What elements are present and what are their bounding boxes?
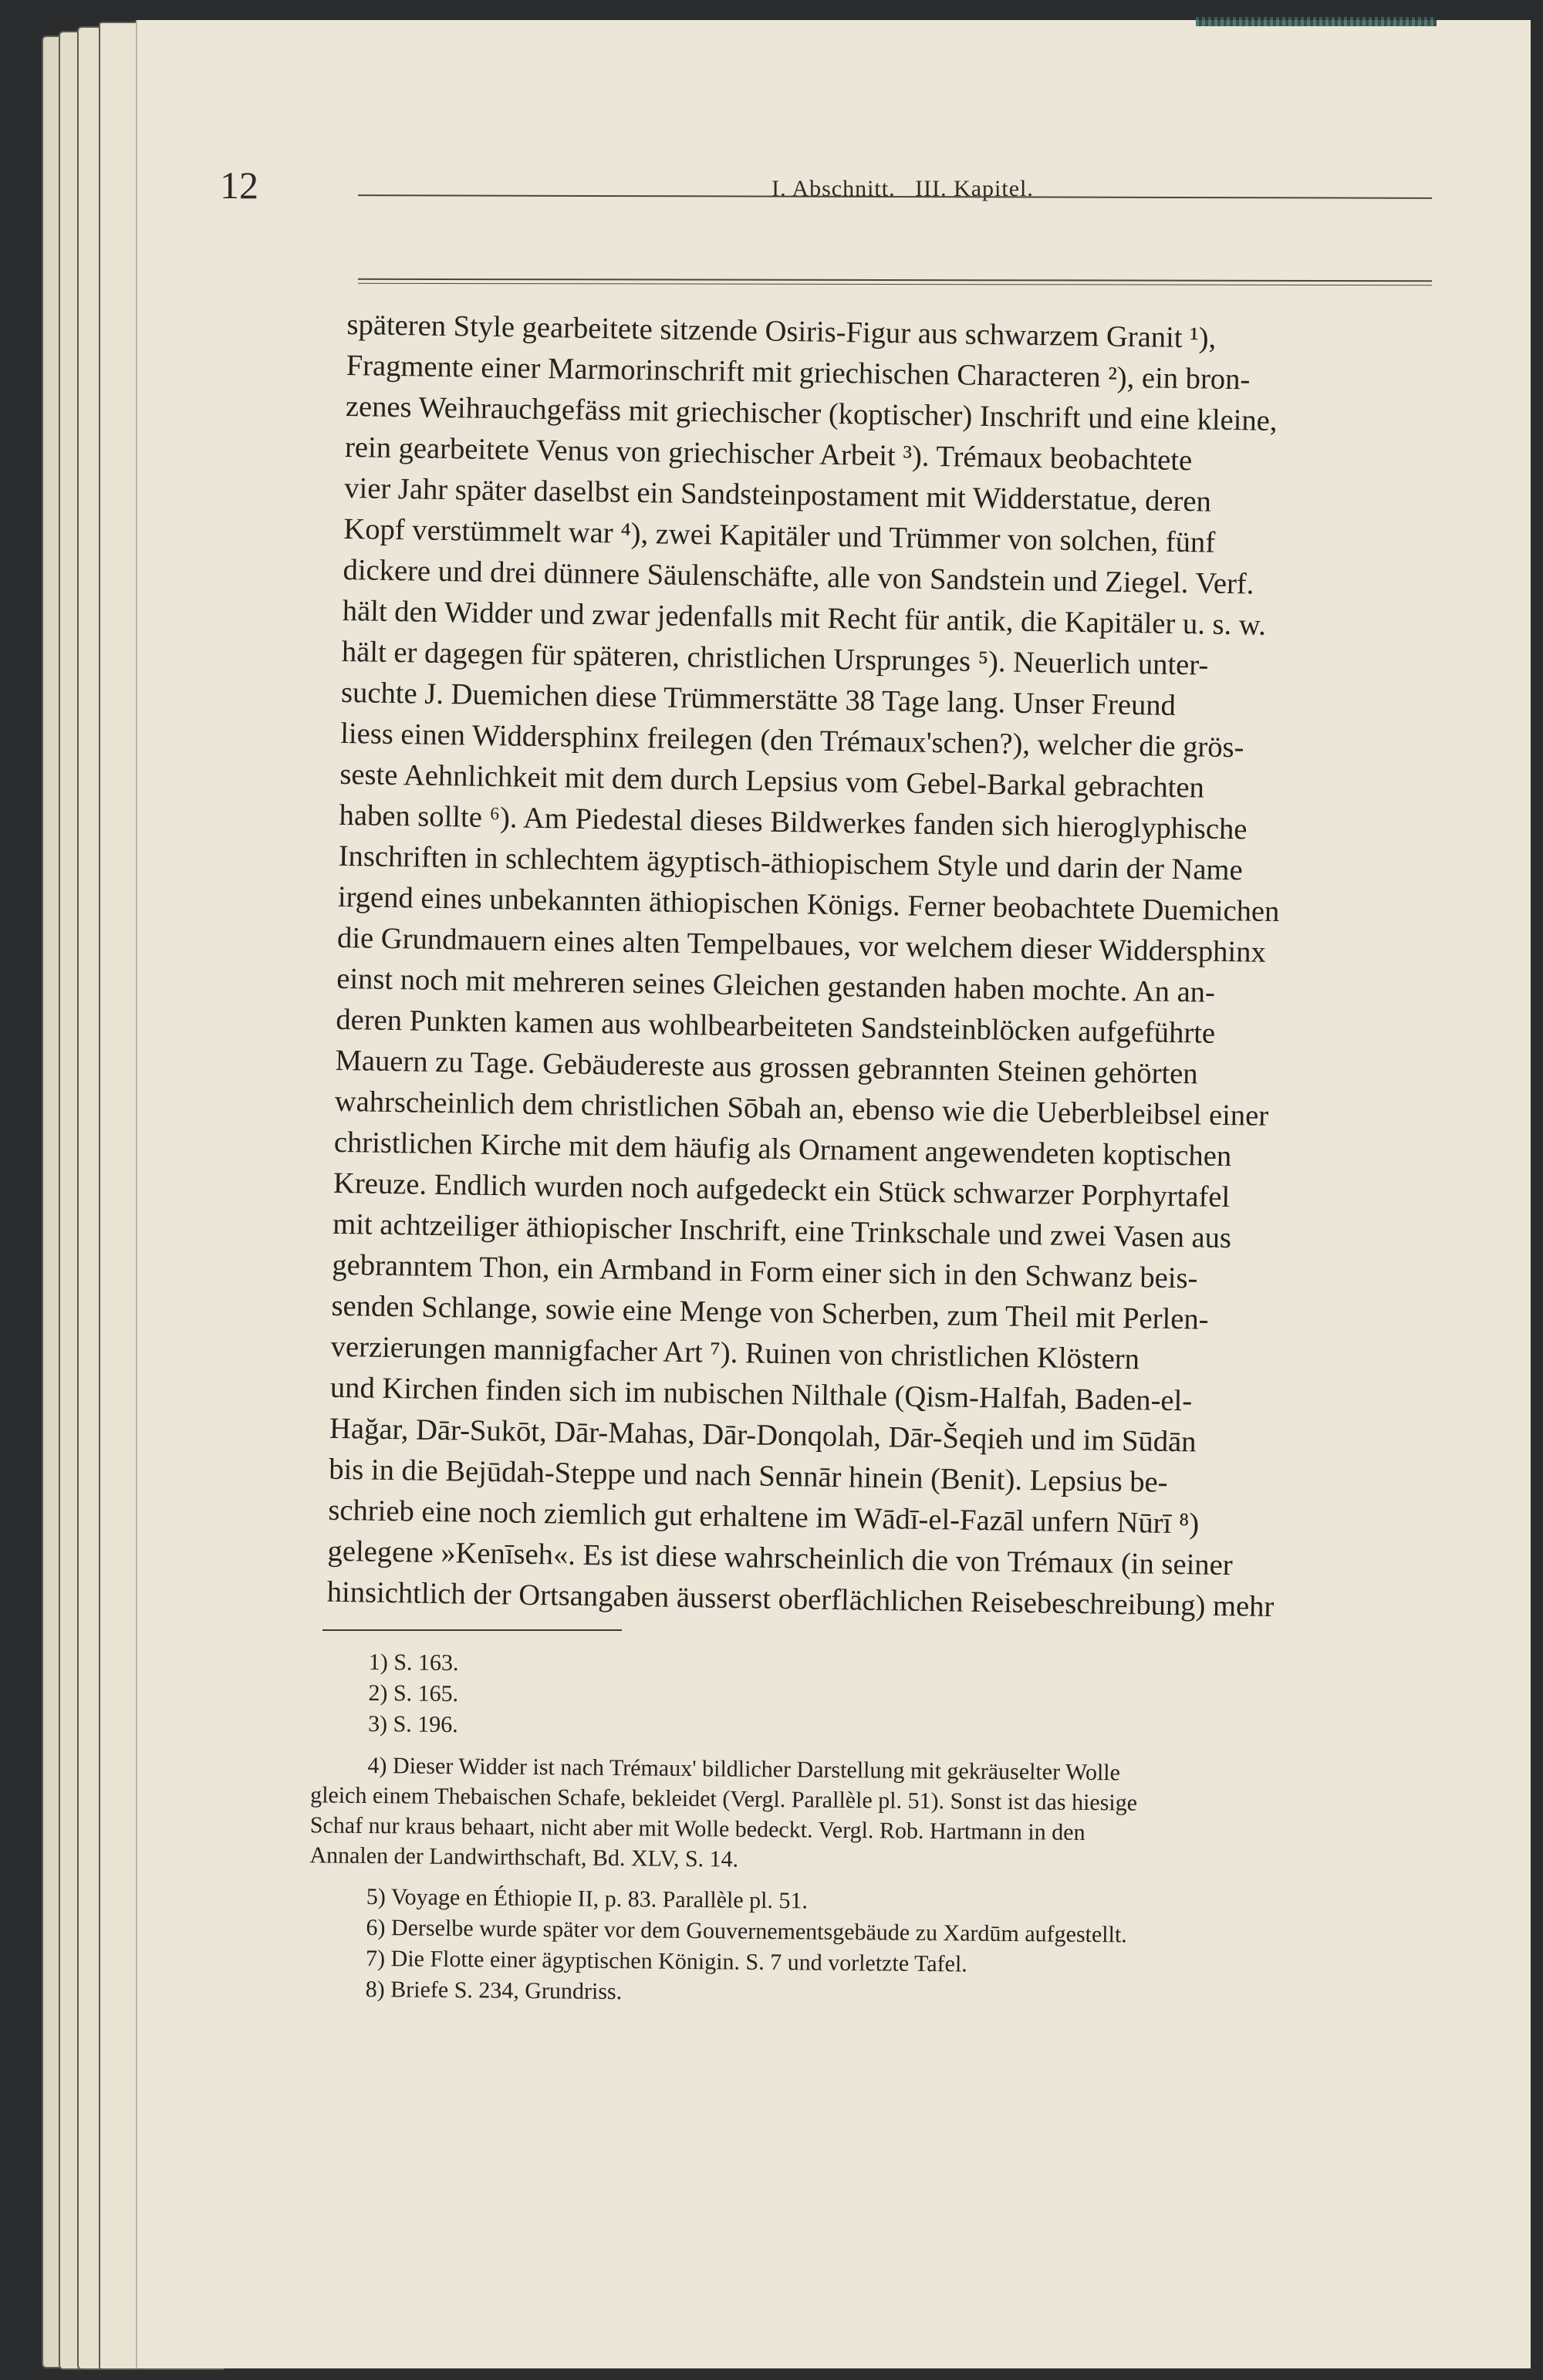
text-line: schrieb eine noch ziemlich gut erhaltene im Wādī-el-Fazāl unfern Nūrī ⁸) xyxy=(328,1494,1200,1541)
text-line: späteren Style gearbeitete sitzende Osiris-Figur aus schwarzem Granit ¹), xyxy=(346,308,1217,355)
text-line: und Kirchen finden sich im nubischen Nilthale (Qism-Halfah, Baden-el- xyxy=(329,1371,1193,1418)
text-line: Fragmente einer Marmorinschrift mit griechischen Characteren ²), ein bron- xyxy=(346,349,1251,397)
text-line: wahrscheinlich dem christlichen Sōbah an, ebenso wie die Ueberbleibsel einer xyxy=(334,1085,1269,1133)
footnote-1: 1) S. 163. xyxy=(368,1649,459,1676)
text-line: hinsichtlich der Ortsangaben äusserst oberflächlichen Reisebeschreibung) mehr xyxy=(326,1575,1275,1624)
text-line: vier Jahr später daselbst ein Sandsteinpostament mit Widderstatue, deren xyxy=(343,471,1212,518)
footnote-2: 2) S. 165. xyxy=(368,1680,459,1707)
text-line: die Grundmauern eines alten Tempelbaues, vor welchem dieser Widdersphinx xyxy=(336,921,1267,969)
footnote-4-line: gleich einem Thebaischen Schafe, bekleidet (Vergl. Parallèle pl. 51). Sonst ist das hiesige xyxy=(309,1782,1138,1816)
footnote-7: 7) Die Flotte einer ägyptischen Königin. S. 7 und vorletzte Tafel. xyxy=(365,1945,967,1977)
page-number: 12 xyxy=(220,164,258,207)
text-line: irgend eines unbekannten äthiopischen Königs. Ferner beobachtete Duemichen xyxy=(337,880,1280,929)
footnote-3: 3) S. 196. xyxy=(367,1710,458,1738)
footnote-6: 6) Derselbe wurde später vor dem Gouvernementsgebäude zu Xardūm aufgestellt. xyxy=(366,1914,1127,1948)
footnote-4-line: 4) Dieser Widder ist nach Trémaux' bildlicher Darstellung mit gekräuselter Wolle xyxy=(367,1752,1121,1786)
text-line: seste Aehnlichkeit mit dem durch Lepsius vom Gebel-Barkal gebrachten xyxy=(339,758,1205,805)
text-line: hält er dagegen für späteren, christlichen Ursprunges ⁵). Neuerlich unter- xyxy=(341,635,1209,682)
footnotes xyxy=(309,1647,1433,2015)
text-line: Mauern zu Tage. Gebäudereste aus grossen gebrannten Steinen gehörten xyxy=(335,1044,1198,1091)
text-line: Kopf verstümmelt war ⁴), zwei Kapitäler und Trümmer von solchen, fünf xyxy=(343,512,1216,559)
text-line: rein gearbeitete Venus von griechischer Arbeit ³). Trémaux beobachtete xyxy=(344,430,1193,478)
text-line: mit achtzeiliger äthiopischer Inschrift, eine Trinkschale und zwei Vasen aus xyxy=(332,1207,1232,1255)
text-line: dickere und drei dünnere Säulenschäfte, alle von Sandstein und Ziegel. Verf. xyxy=(343,553,1254,601)
text-line: gelegene »Kenīseh«. Es ist diese wahrscheinlich die von Trémaux (in seiner xyxy=(327,1534,1233,1582)
text-line: einst noch mit mehreren seines Gleichen gestanden haben mochte. An an- xyxy=(336,962,1216,1009)
text-line: suchte J. Duemichen diese Trümmerstätte 38 Tage lang. Unser Freund xyxy=(340,676,1177,722)
footnote-4-line: Annalen der Landwirthschaft, Bd. XLV, S. 14. xyxy=(309,1842,739,1872)
text-line: zenes Weihrauchgefäss mit griechischer (koptischer) Inschrift und eine kleine, xyxy=(345,390,1278,437)
text-line: Inschriften in schlechtem ägyptisch-äthiopischem Style und darin der Name xyxy=(338,839,1243,887)
footnote-5: 5) Voyage en Éthiopie II, p. 83. Parallèle pl. 51. xyxy=(366,1883,809,1914)
footnote-4-line: Schaf nur kraus behaart, nicht aber mit Wolle bedeckt. Vergl. Rob. Hartmann in den xyxy=(309,1812,1086,1845)
footnote-8: 8) Briefe S. 234, Grundriss. xyxy=(365,1976,623,2005)
text-line: gebranntem Thon, ein Armband in Form einer sich in den Schwanz beis- xyxy=(332,1248,1198,1295)
text-line: verzierungen mannigfacher Art ⁷). Ruinen von christlichen Klöstern xyxy=(330,1330,1140,1376)
main-text xyxy=(326,305,1438,1630)
color-calibration-strip xyxy=(1196,17,1437,26)
footnote-separator xyxy=(322,1629,622,1631)
text-line: Kreuze. Endlich wurden noch aufgedeckt ein Stück schwarzer Porphyrtafel xyxy=(333,1166,1231,1214)
text-line: deren Punkten kamen aus wohlbearbeiteten Sandsteinblöcken aufgeführte xyxy=(336,1003,1216,1050)
running-title: I. Abschnitt. III. Kapitel. xyxy=(772,176,1034,201)
text-line: christlichen Kirche mit dem häufig als Ornament angewendeten koptischen xyxy=(333,1126,1232,1173)
text-line: liess einen Widdersphinx freilegen (den Trémaux'schen?), welcher die grös- xyxy=(339,717,1244,765)
text-line: senden Schlange, sowie eine Menge von Scherben, zum Theil mit Perlen- xyxy=(331,1289,1209,1336)
text-line: haben sollte ⁶). Am Piedestal dieses Bildwerkes fanden sich hieroglyphische xyxy=(339,798,1248,846)
text-line: hält den Widder und zwar jedenfalls mit Recht für antik, die Kapitäler u. s. w. xyxy=(342,594,1267,642)
text-line: bis in die Bejūdah-Steppe und nach Sennār hinein (Benit). Lepsius be- xyxy=(328,1453,1168,1499)
text-line: Hağar, Dār-Sukōt, Dār-Mahas, Dār-Donqolah, Dār-Šeqieh und im Sūdān xyxy=(329,1412,1197,1459)
